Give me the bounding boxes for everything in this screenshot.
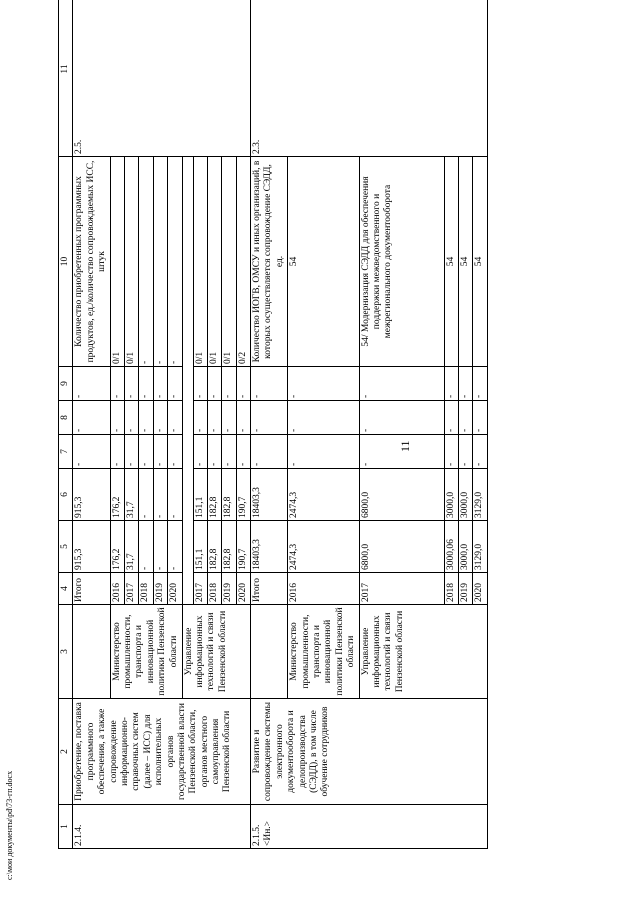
total-cell: - <box>168 521 182 573</box>
year-cell: 2019 <box>153 573 167 605</box>
value-cell: - <box>207 367 221 401</box>
value-cell: - <box>473 367 487 401</box>
year-cell: 2016 <box>288 573 359 605</box>
total-cell: 190,7 <box>236 521 250 573</box>
value-cell: - <box>458 401 472 435</box>
indicator-value: - <box>168 157 182 367</box>
program-table <box>58 0 488 849</box>
value-cell: - <box>236 435 250 469</box>
year-cell: 2016 <box>110 573 124 605</box>
indicator-value: 0/1 <box>110 157 124 367</box>
value-cell: - <box>168 367 182 401</box>
total-cell: 176,2 <box>110 521 124 573</box>
budget-cell: 182,8 <box>222 469 236 521</box>
executor-cell <box>251 605 288 699</box>
value-cell: - <box>251 367 288 401</box>
total-cell: 3000,06 <box>444 521 458 573</box>
year-cell: 2019 <box>222 573 236 605</box>
total-cell: 182,8 <box>222 521 236 573</box>
year-cell: Итого <box>251 573 288 605</box>
indicator-value: 0/2 <box>236 157 250 367</box>
footer-path: c:\мои документы\pd\73-гп.docx <box>5 770 14 880</box>
indicator-header: Количество приобретенных программных продуктов, ед./количество сопровождаемых ИСС, штук <box>73 157 110 367</box>
total-cell: 18403,3 <box>251 521 288 573</box>
indicator-value: 54 <box>458 157 472 367</box>
value-cell: - <box>288 367 359 401</box>
total-cell: - <box>139 521 153 573</box>
total-cell: - <box>153 521 167 573</box>
indicator-value: 54 <box>288 157 359 367</box>
total-cell: 3000,0 <box>458 521 472 573</box>
indicator-value: 54 <box>444 157 458 367</box>
value-cell: - <box>193 367 207 401</box>
budget-cell: 915,3 <box>73 469 110 521</box>
year-cell: 2019 <box>458 573 472 605</box>
budget-cell: 151,1 <box>193 469 207 521</box>
col-num: 10 <box>59 157 73 367</box>
year-cell: 2018 <box>139 573 153 605</box>
budget-cell: 2474,3 <box>288 469 359 521</box>
value-cell: - <box>236 401 250 435</box>
value-cell: - <box>222 401 236 435</box>
year-cell: 2017 <box>193 573 207 605</box>
executor-name: Управление информационных технологий и связи Пензенской области <box>182 605 251 699</box>
value-cell: - <box>222 435 236 469</box>
indicator-header: Количество ИОГВ, ОМСУ и иных организаций, в которых осуществляется сопровождение СЭДД, ед. <box>251 157 288 367</box>
value-cell: - <box>359 367 444 401</box>
indicator-value: 0/1 <box>207 157 221 367</box>
total-cell: 2474,3 <box>288 521 359 573</box>
executor-name: Министерство промышленности, транспорта и инновационной политики Пензенской области <box>110 605 182 699</box>
total-cell: 6800,0 <box>359 521 444 573</box>
indicator-value: 54/ Модернизация СЭДД для обеспечения поддержки межведомственного и межрегионального документооборота <box>359 157 444 367</box>
value-cell: - <box>124 401 138 435</box>
indicator-value: 0/1 <box>193 157 207 367</box>
value-cell: - <box>251 401 288 435</box>
value-cell: - <box>458 435 472 469</box>
col-num: 2 <box>59 699 73 805</box>
year-cell: 2018 <box>207 573 221 605</box>
col-num: 6 <box>59 469 73 521</box>
value-cell: - <box>73 435 110 469</box>
item-number: 2.1.5. <Ин.> <box>251 805 488 849</box>
value-cell: - <box>139 435 153 469</box>
col-num: 4 <box>59 573 73 605</box>
value-cell: - <box>251 435 288 469</box>
value-cell: - <box>153 435 167 469</box>
value-cell: - <box>207 435 221 469</box>
budget-cell: 31,7 <box>124 469 138 521</box>
value-cell: - <box>359 435 444 469</box>
value-cell: - <box>124 367 138 401</box>
year-cell: 2018 <box>444 573 458 605</box>
col-num: 9 <box>59 367 73 401</box>
year-cell: 2017 <box>359 573 444 605</box>
value-cell: - <box>110 367 124 401</box>
executor-name: Министерство промышленности, транспорта и инновационной политики Пензенской области <box>288 605 359 699</box>
reference-cell: 2.3. <box>251 0 488 157</box>
value-cell: - <box>139 367 153 401</box>
indicator-value: 54 <box>473 157 487 367</box>
total-cell: 151,1 <box>193 521 207 573</box>
value-cell: - <box>153 367 167 401</box>
col-num: 7 <box>59 435 73 469</box>
value-cell: - <box>73 401 110 435</box>
indicator-value: - <box>139 157 153 367</box>
value-cell: - <box>473 435 487 469</box>
value-cell: - <box>168 435 182 469</box>
indicator-value: - <box>153 157 167 367</box>
indicator-value: 0/1 <box>222 157 236 367</box>
value-cell: - <box>444 367 458 401</box>
col-num: 8 <box>59 401 73 435</box>
value-cell: - <box>110 401 124 435</box>
col-num: 5 <box>59 521 73 573</box>
year-cell: 2020 <box>168 573 182 605</box>
value-cell: - <box>124 435 138 469</box>
budget-cell: 6800,0 <box>359 469 444 521</box>
total-cell: 31,7 <box>124 521 138 573</box>
executor-cell <box>73 605 110 699</box>
rotated-page <box>58 62 607 849</box>
budget-cell: 3129,0 <box>473 469 487 521</box>
value-cell: - <box>110 435 124 469</box>
value-cell: - <box>444 401 458 435</box>
value-cell: - <box>193 435 207 469</box>
indicator-value: 0/1 <box>124 157 138 367</box>
value-cell: - <box>168 401 182 435</box>
col-num: 1 <box>59 805 73 849</box>
budget-cell: 176,2 <box>110 469 124 521</box>
budget-cell: 190,7 <box>236 469 250 521</box>
value-cell: - <box>236 367 250 401</box>
year-cell: 2020 <box>473 573 487 605</box>
value-cell: - <box>473 401 487 435</box>
value-cell: - <box>444 435 458 469</box>
value-cell: - <box>458 367 472 401</box>
value-cell: - <box>359 401 444 435</box>
budget-cell: 18403,3 <box>251 469 288 521</box>
budget-cell: - <box>168 469 182 521</box>
year-cell: 2020 <box>236 573 250 605</box>
col-num: 3 <box>59 605 73 699</box>
budget-cell: 3000,0 <box>444 469 458 521</box>
value-cell: - <box>73 367 110 401</box>
total-cell: 182,8 <box>207 521 221 573</box>
value-cell: - <box>139 401 153 435</box>
value-cell: - <box>222 367 236 401</box>
year-cell: Итого <box>73 573 110 605</box>
budget-cell: - <box>153 469 167 521</box>
column-numbers-row <box>59 0 73 849</box>
page-number: 11 <box>398 440 412 452</box>
value-cell: - <box>288 401 359 435</box>
executor-name: Управление информационных технологий и связи Пензенской области <box>359 605 487 699</box>
table-row <box>73 0 110 849</box>
item-number: 2.1.4. <box>73 805 251 849</box>
budget-cell: - <box>139 469 153 521</box>
item-name: Развитие и сопровождение системы электронного документооборота и делопроизводства (СЭДД), в том числе обучение сотрудников <box>251 699 488 805</box>
value-cell: - <box>193 401 207 435</box>
item-name: Приобретение, поставка программного обеспечения, а также сопровождение информационно-справочных систем (далее – ИСС) для исполнительных органов государственной власти Пензенской области, органов местного самоуправления Пензенской области <box>73 699 251 805</box>
table-row <box>251 0 288 849</box>
year-cell: 2017 <box>124 573 138 605</box>
budget-cell: 3000,0 <box>458 469 472 521</box>
value-cell: - <box>207 401 221 435</box>
total-cell: 915,3 <box>73 521 110 573</box>
value-cell: - <box>153 401 167 435</box>
value-cell: - <box>288 435 359 469</box>
reference-cell: 2.5. <box>73 0 251 157</box>
budget-cell: 182,8 <box>207 469 221 521</box>
col-num: 11 <box>59 0 73 157</box>
total-cell: 3129,0 <box>473 521 487 573</box>
